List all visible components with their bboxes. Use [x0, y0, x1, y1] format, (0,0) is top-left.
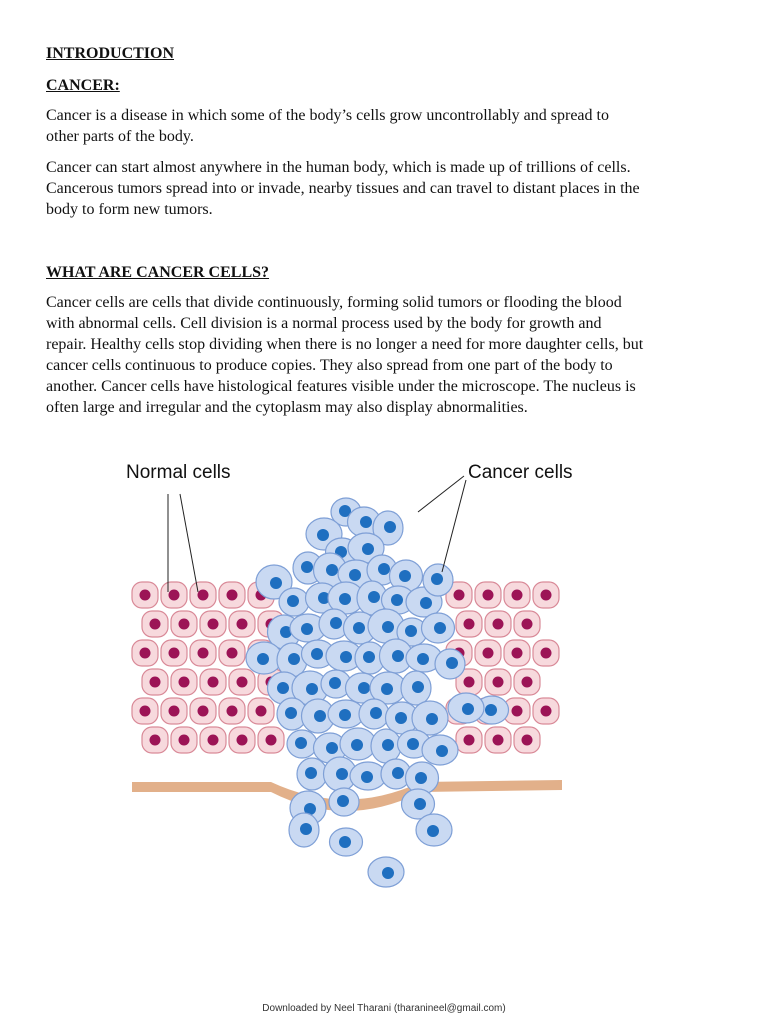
cancer-cell-nucleus	[336, 768, 348, 780]
cancer-cell-nucleus	[420, 597, 432, 609]
cancer-cell-nucleus	[363, 651, 375, 663]
cancer-cell-nucleus	[311, 648, 323, 660]
cancer-cell-nucleus	[417, 653, 429, 665]
normal-cell-nucleus	[493, 735, 504, 746]
label-normal-cells: Normal cells	[126, 462, 231, 483]
cancer-cell-nucleus	[407, 738, 419, 750]
normal-cell-nucleus	[198, 590, 209, 601]
paragraph-cancer-spread: Cancer can start almost anywhere in the human body, which is made up of trillions of cells. Cancerous tumors spread into or invade, nearby tissues and can travel to distant places in the body to form new tumors.	[46, 159, 640, 218]
cancer-cell-nucleus	[339, 836, 351, 848]
normal-cell-nucleus	[150, 677, 161, 688]
heading-what-are-cancer-cells: WHAT ARE CANCER CELLS?	[46, 264, 270, 281]
normal-cell-nucleus	[208, 677, 219, 688]
normal-cell-nucleus	[227, 590, 238, 601]
normal-cell-nucleus	[541, 590, 552, 601]
normal-cell-nucleus	[198, 648, 209, 659]
normal-cell-nucleus	[179, 677, 190, 688]
cancer-cell-nucleus	[391, 594, 403, 606]
normal-cell-nucleus	[464, 735, 475, 746]
cancer-cell-nucleus	[462, 703, 474, 715]
cancer-cell-nucleus	[270, 577, 282, 589]
heading-cancer: CANCER:	[46, 77, 120, 94]
cancer-cell-nucleus	[326, 742, 338, 754]
cancer-cell-nucleus	[392, 650, 404, 662]
cancer-cell-nucleus	[317, 529, 329, 541]
normal-cell-nucleus	[227, 648, 238, 659]
normal-cell-nucleus	[454, 590, 465, 601]
cancer-cell-nucleus	[314, 710, 326, 722]
cancer-cell-nucleus	[306, 683, 318, 695]
normal-cell-nucleus	[150, 735, 161, 746]
cancer-cells-illustration	[46, 452, 594, 892]
normal-cell-nucleus	[237, 677, 248, 688]
cancer-cell-nucleus	[431, 573, 443, 585]
cancer-cell-nucleus	[382, 867, 394, 879]
normal-cell-nucleus	[256, 706, 267, 717]
cancer-cell-nucleus	[384, 521, 396, 533]
normal-cell-nucleus	[169, 706, 180, 717]
cancer-cell-nucleus	[257, 653, 269, 665]
cancer-cell-nucleus	[436, 745, 448, 757]
normal-cell-nucleus	[512, 706, 523, 717]
normal-cell-nucleus	[541, 648, 552, 659]
cancer-cell-nucleus	[414, 798, 426, 810]
normal-cell-nucleus	[208, 735, 219, 746]
normal-cell-nucleus	[522, 735, 533, 746]
normal-cell-nucleus	[140, 648, 151, 659]
cancer-cell-nucleus	[399, 570, 411, 582]
normal-cells-pointer-line	[180, 494, 198, 592]
cancer-cell-nucleus	[446, 657, 458, 669]
normal-cell-nucleus	[237, 619, 248, 630]
normal-cell-nucleus	[493, 619, 504, 630]
cancer-cell-nucleus	[353, 622, 365, 634]
cancer-cell-nucleus	[305, 767, 317, 779]
cancer-cell-nucleus	[360, 516, 372, 528]
normal-cell-nucleus	[237, 735, 248, 746]
normal-cell-nucleus	[179, 619, 190, 630]
cancer-cell-nucleus	[381, 683, 393, 695]
normal-cell-nucleus	[227, 706, 238, 717]
cancer-cell-nucleus	[301, 623, 313, 635]
cancer-cell-nucleus	[370, 707, 382, 719]
normal-cell-nucleus	[493, 677, 504, 688]
cancer-cell-nucleus	[361, 771, 373, 783]
cancer-cell-nucleus	[382, 621, 394, 633]
normal-cell-nucleus	[140, 590, 151, 601]
normal-cell-nucleus	[266, 735, 277, 746]
normal-cell-nucleus	[512, 648, 523, 659]
cancer-cell-nucleus	[329, 677, 341, 689]
cancer-cell-nucleus	[330, 617, 342, 629]
cancer-cell-nucleus	[339, 709, 351, 721]
cancer-cell-nucleus	[368, 591, 380, 603]
cancer-cell-nucleus	[395, 712, 407, 724]
cells-diagram	[46, 452, 594, 892]
normal-cell-nucleus	[541, 706, 552, 717]
paragraph-cancer-definition: Cancer is a disease in which some of the body’s cells grow uncontrollably and spread to other parts of the body.	[46, 107, 609, 145]
cancer-cell-nucleus	[382, 739, 394, 751]
cancer-cell-nucleus	[300, 823, 312, 835]
cancer-cell-nucleus	[288, 653, 300, 665]
cancer-cell-nucleus	[337, 795, 349, 807]
cancer-cell-nucleus	[412, 681, 424, 693]
normal-cell-nucleus	[140, 706, 151, 717]
normal-cell-nucleus	[464, 619, 475, 630]
paragraph-cancer-cells: Cancer cells are cells that divide continuously, forming solid tumors or flooding the blood with abnormal cells. Cell division is a normal process used by the body for growth and repair. Healthy cells stop dividing when there is no longer a need for more daughter cells, but cancer cells continuous to produce copies. They also spread from one part of the body to another. Cancer cells have histological features visible under the microscope. The nucleus is often large and irregular and the cytoplasm may also display abnormalities.	[46, 294, 644, 416]
normal-cell-nucleus	[512, 590, 523, 601]
cancer-cell-nucleus	[392, 767, 404, 779]
normal-cell-nucleus	[169, 648, 180, 659]
cancer-cell-nucleus	[358, 682, 370, 694]
cancer-cell-nucleus	[415, 772, 427, 784]
cancer-cells-pointer-line	[442, 480, 466, 572]
cancer-cell-nucleus	[340, 651, 352, 663]
cancer-cell-nucleus	[485, 704, 497, 716]
normal-cell-nucleus	[483, 648, 494, 659]
cancer-cells-pointer-line	[418, 476, 464, 512]
normal-cell-nucleus	[208, 619, 219, 630]
label-cancer-cells: Cancer cells	[468, 462, 573, 483]
download-footer: Downloaded by Neel Tharani (tharanineel@gmail.com)	[262, 1003, 506, 1014]
cancer-cell-nucleus	[339, 593, 351, 605]
normal-cell-nucleus	[198, 706, 209, 717]
cancer-cell-nucleus	[285, 707, 297, 719]
normal-cell-nucleus	[169, 590, 180, 601]
cancer-cell-nucleus	[349, 569, 361, 581]
cancer-cell-nucleus	[326, 564, 338, 576]
cancer-cell-nucleus	[295, 737, 307, 749]
cancer-cell-nucleus	[427, 825, 439, 837]
cancer-cell-nucleus	[405, 625, 417, 637]
heading-introduction: INTRODUCTION	[46, 45, 175, 62]
normal-cell-nucleus	[179, 735, 190, 746]
normal-cell-nucleus	[522, 619, 533, 630]
cancer-cell-nucleus	[426, 713, 438, 725]
normal-cell-nucleus	[464, 677, 475, 688]
normal-cell-nucleus	[522, 677, 533, 688]
cancer-cell-nucleus	[301, 561, 313, 573]
cancer-cell-nucleus	[434, 622, 446, 634]
cancer-cell-nucleus	[277, 682, 289, 694]
normal-cell-nucleus	[150, 619, 161, 630]
cancer-cell-nucleus	[378, 563, 390, 575]
normal-cell-nucleus	[483, 590, 494, 601]
cancer-cell-nucleus	[287, 595, 299, 607]
cancer-cell-nucleus	[362, 543, 374, 555]
cancer-cell-nucleus	[351, 739, 363, 751]
